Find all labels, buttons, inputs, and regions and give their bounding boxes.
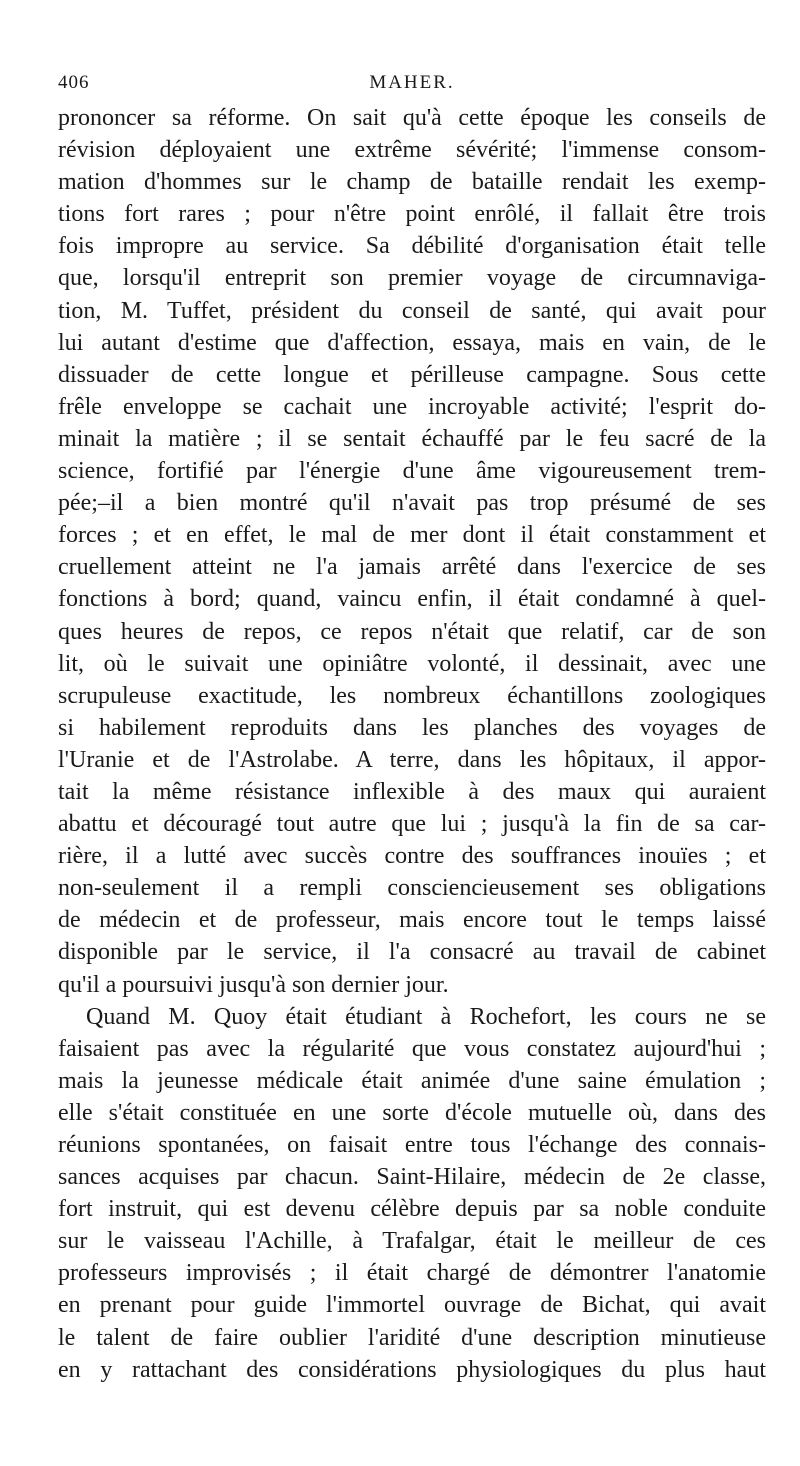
- text-line: elle s'était constituée en une sorte d'école mutuelle où, dans des: [58, 1099, 766, 1126]
- text-line: lit, où le suivait une opiniâtre volonté, il dessinait, avec une: [58, 650, 766, 677]
- text-line: réunions spontanées, on faisait entre tous l'échange des connais-: [58, 1132, 766, 1158]
- page-number: 406: [58, 72, 90, 93]
- text-line: professeurs improvisés ; il était chargé de démontrer l'anatomie: [58, 1260, 766, 1287]
- text-line: science, fortifié par l'énergie d'une âme vigoureusement trem-: [58, 458, 766, 485]
- text-line: tions fort rares ; pour n'être point enrôlé, il fallait être trois: [58, 201, 766, 228]
- text-line: cruellement atteint ne l'a jamais arrêté dans l'exercice de ses: [58, 554, 766, 581]
- text-line: pée;–il a bien montré qu'il n'avait pas trop présumé de ses: [58, 490, 766, 517]
- text-line: tait la même résistance inflexible à des maux qui auraient: [58, 778, 766, 805]
- text-line: le talent de faire oublier l'aridité d'une description minutieuse: [58, 1324, 766, 1351]
- text-line: de médecin et de professeur, mais encore tout le temps laissé: [58, 907, 766, 934]
- text-line: fonctions à bord; quand, vaincu enfin, il était condamné à quel-: [58, 586, 766, 613]
- text-line: lui autant d'estime que d'affection, essaya, mais en vain, de le: [58, 329, 766, 356]
- text-line: minait la matière ; il se sentait échauffé par le feu sacré de la: [58, 425, 766, 452]
- text-line: sances acquises par chacun. Saint-Hilaire, médecin de 2e classe,: [58, 1164, 766, 1191]
- text-line: ques heures de repos, ce repos n'était que relatif, car de son: [58, 618, 766, 645]
- text-line: forces ; et en effet, le mal de mer dont il était constamment et: [58, 522, 766, 549]
- body-text: [58, 102, 766, 1386]
- text-line: rière, il a lutté avec succès contre des souffrances inouïes ; et: [58, 843, 766, 870]
- text-line: fois impropre au service. Sa débilité d'organisation était telle: [58, 233, 766, 260]
- text-line: tion, M. Tuffet, président du conseil de santé, qui avait pour: [58, 297, 766, 324]
- text-line: révision déployaient une extrême sévérité; l'immense consom-: [58, 137, 766, 164]
- text-line: sur le vaisseau l'Achille, à Trafalgar, était le meilleur de ces: [58, 1228, 766, 1255]
- document-page: [58, 72, 766, 1386]
- text-line: faisaient pas avec la régularité que vous constatez aujourd'hui ;: [58, 1035, 766, 1062]
- text-line: dissuader de cette longue et périlleuse campagne. Sous cette: [58, 361, 766, 388]
- text-line: mais la jeunesse médicale était animée d'une saine émulation ;: [58, 1067, 766, 1094]
- text-line: frêle enveloppe se cachait une incroyable activité; l'esprit do-: [58, 393, 766, 420]
- text-line: non-seulement il a rempli consciencieusement ses obligations: [58, 875, 766, 902]
- text-line: disponible par le service, il l'a consacré au travail de cabinet: [58, 939, 766, 966]
- text-line: si habilement reproduits dans les planches des voyages de: [58, 714, 766, 741]
- running-head: [58, 72, 766, 102]
- text-line: abattu et découragé tout autre que lui ; jusqu'à la fin de sa car-: [58, 811, 766, 838]
- text-line: l'Uranie et de l'Astrolabe. A terre, dans les hôpitaux, il appor-: [58, 746, 766, 773]
- text-line: fort instruit, qui est devenu célèbre depuis par sa noble conduite: [58, 1196, 766, 1223]
- text-line: mation d'hommes sur le champ de bataille rendait les exemp-: [58, 169, 766, 196]
- running-title: MAHER.: [369, 72, 455, 93]
- text-line: prononcer sa réforme. On sait qu'à cette époque les conseils de: [58, 105, 766, 131]
- text-line: scrupuleuse exactitude, les nombreux échantillons zoologiques: [58, 682, 766, 709]
- text-line: en y rattachant des considérations physiologiques du plus haut: [58, 1356, 766, 1383]
- text-line: Quand M. Quoy était étudiant à Rochefort, les cours ne se: [86, 1003, 766, 1030]
- text-line: en prenant pour guide l'immortel ouvrage de Bichat, qui avait: [58, 1292, 766, 1319]
- text-line: que, lorsqu'il entreprit son premier voyage de circumnaviga-: [58, 265, 766, 292]
- text-line: qu'il a poursuivi jusqu'à son dernier jour.: [58, 971, 449, 998]
